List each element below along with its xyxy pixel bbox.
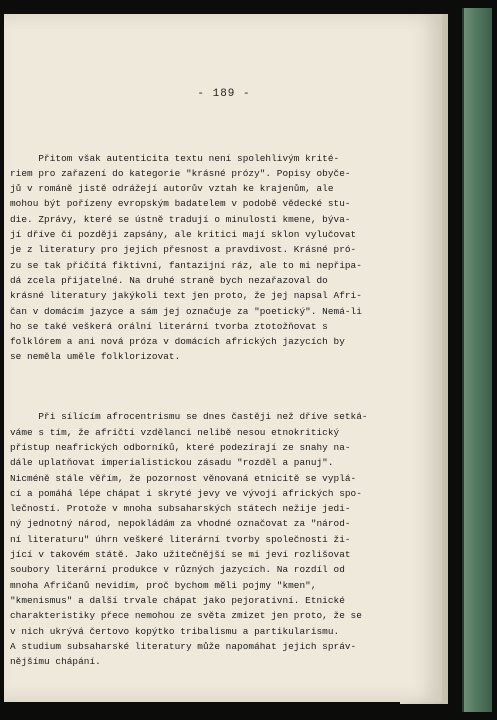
- text-line: v nich ukrývá čertovo kopýtko tribalismu a partikularismu.: [10, 625, 340, 637]
- paragraph-2: [10, 409, 405, 669]
- text-line: čan v domácím jazyce a sám jej označuje za "poetický". Nemá-li: [10, 305, 362, 317]
- text-line: soubory literární produkce v různých jazycích. Na rozdíl od: [10, 564, 345, 576]
- text-line: riem pro zařazení do kategorie "krásné prózy". Popisy obyče-: [10, 167, 351, 179]
- text-line: krásné literatury jakýkoli text jen proto, že jej napsal Afri-: [10, 290, 362, 302]
- paragraph-1: [10, 151, 405, 365]
- text-line: nějšímu chápání.: [10, 656, 101, 668]
- text-line: Přitom však autenticita textu není spolehlivým krité-: [10, 152, 340, 164]
- text-line: mnoha Afričanů nevidím, proč bychom měli pojmy "kmen",: [10, 579, 317, 591]
- text-line: lečností. Protože v mnoha subsaharských státech nežije jedi-: [10, 503, 351, 515]
- body-text: [10, 120, 405, 714]
- text-line: ní literaturu" úhrn veškeré literární tvorby společnosti ži-: [10, 533, 351, 545]
- text-line: ho se také veškerá orální literární tvorba ztotožňovat s: [10, 320, 328, 332]
- page-number: - 189 -: [197, 88, 251, 100]
- text-line: Při sílícím afrocentrismu se dnes častěji než dříve setká-: [10, 411, 368, 423]
- text-line: die. Zprávy, které se ústně tradují o minulosti kmene, býva-: [10, 213, 351, 225]
- text-line: přístup neafrických odborníků, které podezírají ze snahy na-: [10, 441, 351, 453]
- text-line: cí a pomáhá lépe chápat i skryté jevy ve vývoji afrických spo-: [10, 487, 362, 499]
- text-line: folklórem a ani nová próza v domácích afrických jazycích by: [10, 336, 345, 348]
- text-line: je z literatury pro jejich přesnost a pravdivost. Krásné pró-: [10, 244, 357, 256]
- text-line: "kmenismus" a další trvale chápat jako pejorativní. Etnické: [10, 594, 345, 606]
- text-line: váme s tím, že afričtí vzdělanci nelibě nesou etnokritický: [10, 426, 340, 438]
- text-line: ný jednotný národ, nepokládám za vhodné označovat za "národ-: [10, 518, 351, 530]
- text-line: Nicméně stále věřím, že pozornost věnovaná etnicitě se vyplá-: [10, 472, 357, 484]
- text-line: dá zcela přijatelné. Na druhé straně bych nezařazoval do: [10, 274, 328, 286]
- text-line: se neměla uměle folklorizovat.: [10, 351, 181, 363]
- text-line: A studium subsaharské literatury může napomáhat jejich správ-: [10, 640, 357, 652]
- book-page: [4, 14, 442, 702]
- text-line: mohou být pořízeny evropským badatelem v podobě vědecké stu-: [10, 198, 351, 210]
- text-line: zu se tak přičítá fiktivní, fantazijní ráz, ale to mi nepřipa-: [10, 259, 362, 271]
- text-line: dále uplatňovat imperialistickou zásadu "rozděl a panuj".: [10, 457, 334, 469]
- book-binding: [462, 8, 492, 712]
- text-line: jící v takovém státě. Jako užitečnější se mi jeví rozlišovat: [10, 549, 351, 561]
- text-line: jí dříve či později zapsány, ale kritici mají sklon vylučovat: [10, 229, 357, 241]
- text-line: charakteristiky přece nemohou ze světa zmizet jen proto, že se: [10, 610, 362, 622]
- text-line: jů v románě jistě odrážejí autorův vztah ke krajenům, ale: [10, 183, 334, 195]
